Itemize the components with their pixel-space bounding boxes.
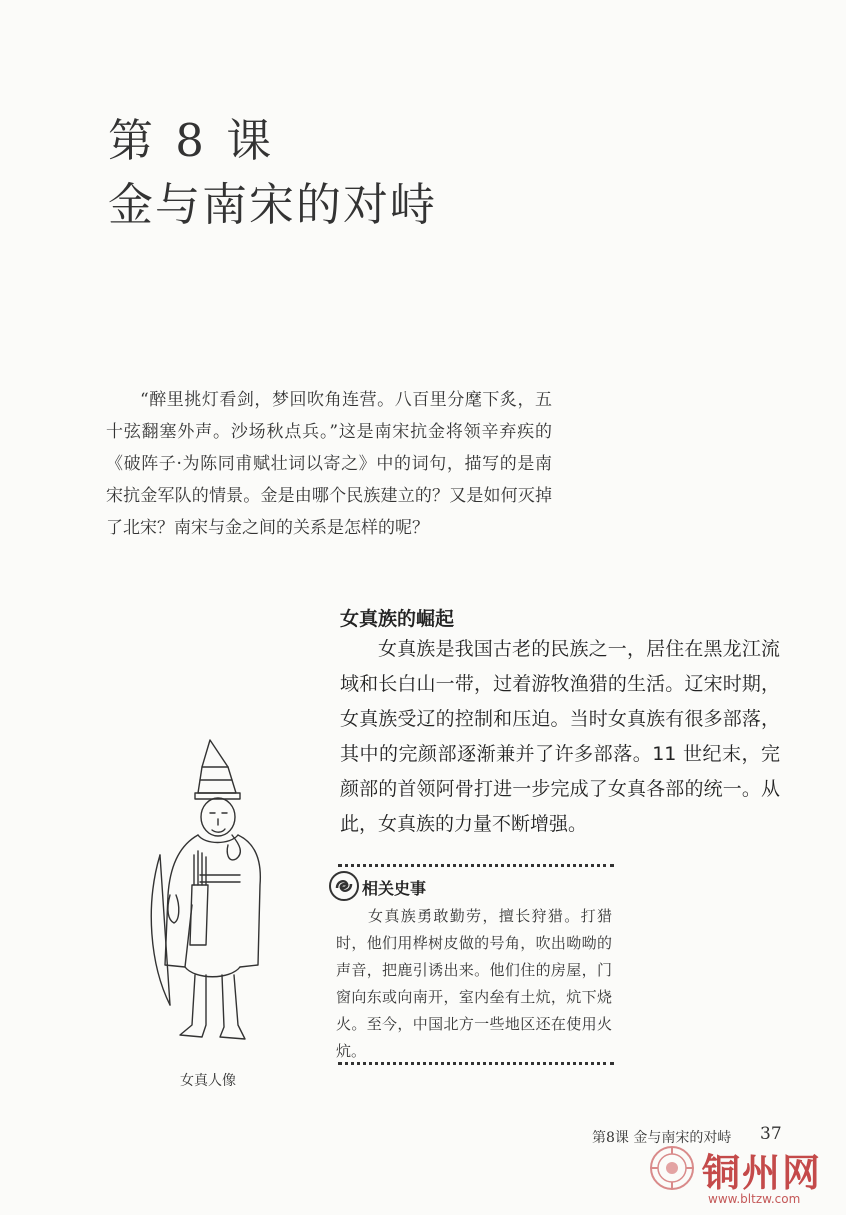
jurchen-figure-illustration bbox=[140, 735, 285, 1055]
lesson-title: 金与南宋的对峙 bbox=[108, 178, 438, 231]
watermark-brand: 铜州网 bbox=[702, 1150, 823, 1195]
box-title: 相关史事 bbox=[362, 879, 427, 898]
box-top-divider bbox=[338, 864, 614, 867]
section-paragraph: 女真族是我国古老的民族之一，居住在黑龙江流域和长白山一带，过着游牧渔猎的生活。辽宋时期，女真族受辽的控制和压迫。当时女真族有很多部落，其中的完颜部逐渐兼并了许多部落。11 世纪末，完颜部的首领阿骨打进一步完成了女真各部的统一。从此，女真族的力量不断增强。 bbox=[340, 638, 780, 835]
watermark-url: www.bltzw.com bbox=[708, 1192, 801, 1206]
intro-passage bbox=[106, 384, 552, 544]
watermark-logo-icon bbox=[648, 1144, 696, 1192]
box-bottom-divider bbox=[338, 1062, 614, 1065]
running-title: 第8课 金与南宋的对峙 bbox=[592, 1130, 732, 1146]
intro-text: “醉里挑灯看剑，梦回吹角连营。八百里分麾下炙，五十弦翻塞外声。沙场秋点兵。”这是南宋抗金将领辛弃疾的《破阵子·为陈同甫赋壮词以寄之》中的词句，描写的是南宋抗金军队的情景。金是由哪个民族建立的？又是如何灭掉了北宋？南宋与金之间的关系是怎样的呢？ bbox=[106, 390, 552, 538]
box-body bbox=[336, 903, 612, 1065]
page-number: 37 bbox=[760, 1124, 782, 1144]
box-text: 女真族勇敢勤劳，擅长狩猎。打猎时，他们用桦树皮做的号角，吹出呦呦的声音，把鹿引诱出来。他们住的房屋，门窗向东或向南开，室内垒有土炕，炕下烧火。至今，中国北方一些地区还在使用火炕。 bbox=[336, 907, 612, 1060]
section-body bbox=[340, 632, 780, 842]
figure-caption: 女真人像 bbox=[180, 1073, 236, 1089]
lesson-number: 第 8 课 bbox=[108, 114, 276, 167]
scroll-cloud-icon bbox=[328, 870, 360, 902]
section-heading: 女真族的崛起 bbox=[340, 608, 455, 630]
